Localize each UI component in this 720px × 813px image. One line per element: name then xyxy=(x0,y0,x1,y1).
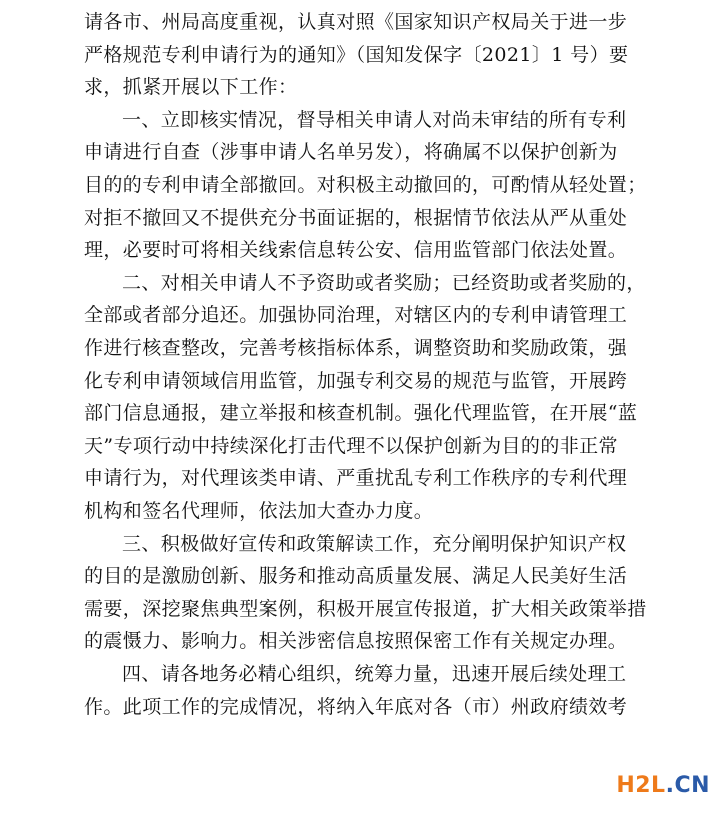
text-line: 机构和签名代理师，依法加大查办力度。 xyxy=(84,500,434,522)
text-line: 作进行核查整改，完善考核指标体系，调整资助和奖励政策，强 xyxy=(84,337,628,359)
text-line: 二、对相关申请人不予资助或者奖励；已经资助或者奖励的， xyxy=(122,271,646,294)
text-line: 需要，深挖聚焦典型案例，积极开展宣传报道，扩大相关政策举措 xyxy=(84,597,647,620)
text-line: 全部或者部分追还。加强协同治理，对辖区内的专利申请管理工 xyxy=(84,304,628,327)
watermark-dot: . xyxy=(665,773,675,798)
text-line: 三、积极做好宣传和政策解读工作，充分阐明保护知识产权 xyxy=(122,532,627,555)
text-line: 申请行为，对代理该类申请、严重扰乱专利工作秩序的专利代理 xyxy=(84,467,628,490)
text-line: 部门信息通报，建立举报和核查机制。强化代理监管，在开展“蓝 xyxy=(84,402,638,425)
watermark-brand: H2L xyxy=(616,773,666,798)
text-line: 的目的是激励创新、服务和推动高质量发展、满足人民美好生活 xyxy=(84,565,628,588)
text-line: 申请进行自查（涉事申请人名单另发），将确属不以保护创新为 xyxy=(84,141,618,164)
text-line: 对拒不撤回又不提供充分书面证据的，根据情节依法从严从重处 xyxy=(84,206,628,229)
text-line: 目的的专利申请全部撤回。对积极主动撤回的，可酌情从轻处置； xyxy=(84,174,647,196)
text-line: 四、请各地务必精心组织，统筹力量，迅速开展后续处理工 xyxy=(122,663,627,685)
text-line: 化专利申请领域信用监管，加强专利交易的规范与监管，开展跨 xyxy=(84,369,628,392)
text-line: 严格规范专利申请行为的通知》（国知发保字〔2021〕1 号）要 xyxy=(84,43,629,66)
text-line: 请各市、州局高度重视，认真对照《国家知识产权局关于进一步 xyxy=(84,11,628,33)
text-line: 作。此项工作的完成情况，将纳入年底对各（市）州政府绩效考 xyxy=(84,695,628,718)
text-line: 天”专项行动中持续深化打击代理不以保护创新为目的的非正常 xyxy=(84,434,618,457)
text-line: 一、立即核实情况，督导相关申请人对尚未审结的所有专利 xyxy=(122,108,627,131)
watermark-tld: CN xyxy=(674,773,710,798)
watermark-logo xyxy=(616,773,710,799)
text-line: 理，必要时可将相关线索信息转公安、信用监管部门依法处置。 xyxy=(84,239,628,262)
text-line: 的震慑力、影响力。相关涉密信息按照保密工作有关规定办理。 xyxy=(84,630,628,653)
text-line: 求，抓紧开展以下工作： xyxy=(84,76,298,99)
